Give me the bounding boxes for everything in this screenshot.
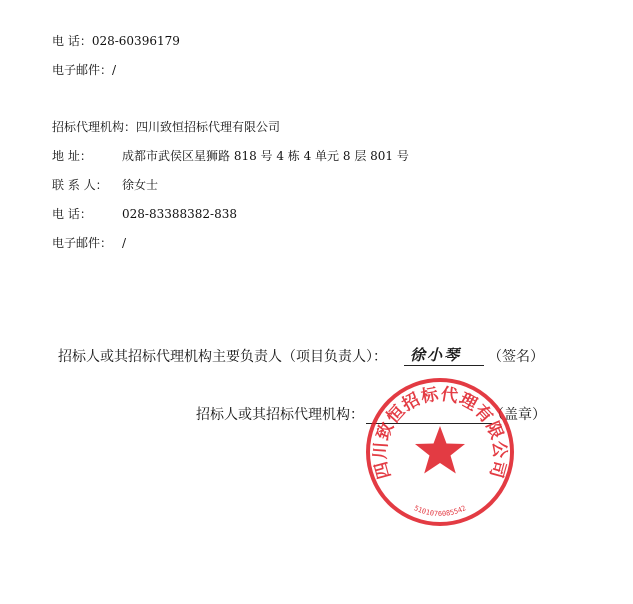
agency-address-line bbox=[52, 148, 409, 164]
agency-contact-label: 联 系 人： bbox=[52, 178, 108, 192]
upper-email-line bbox=[52, 62, 116, 78]
upper-phone-value: 028-60396179 bbox=[91, 34, 180, 48]
agency-phone-line bbox=[52, 206, 237, 222]
seal-code-text: 5101076085542 bbox=[412, 504, 468, 518]
upper-phone-line bbox=[52, 33, 180, 49]
agency-email-value: / bbox=[122, 236, 127, 250]
agency-email-line bbox=[52, 235, 126, 251]
agency-phone-value: 028-83388382-838 bbox=[122, 207, 237, 221]
agency-name-value: 四川致恒招标代理有限公司 bbox=[136, 120, 281, 134]
agency-email-label: 电子邮件： bbox=[52, 236, 113, 250]
signature-underline bbox=[404, 365, 484, 366]
org-seal-label: 招标人或其招标代理机构： bbox=[196, 407, 364, 423]
agency-phone-label: 电 话： bbox=[52, 207, 92, 221]
agency-contact-line bbox=[52, 177, 158, 193]
agency-address-label: 地 址： bbox=[52, 149, 92, 163]
upper-email-value: / bbox=[112, 63, 117, 77]
sign-note: （签名） bbox=[488, 349, 544, 365]
seal-note: （盖章） bbox=[490, 407, 546, 423]
agency-address-value: 成都市武侯区星狮路 818 号 4 栋 4 单元 8 层 801 号 bbox=[122, 149, 409, 163]
seal-star-icon bbox=[415, 426, 465, 474]
company-seal-stamp bbox=[364, 376, 516, 528]
handwritten-signature: 徐小琴 bbox=[410, 346, 462, 364]
agency-name-line bbox=[52, 119, 280, 135]
agency-name-label: 招标代理机构： bbox=[52, 120, 137, 134]
seal-arc-text: 四川致恒招标代理有限公司 bbox=[370, 384, 510, 481]
upper-phone-label: 电 话： bbox=[52, 34, 92, 48]
upper-email-label: 电子邮件： bbox=[52, 63, 113, 77]
head-signature-label: 招标人或其招标代理机构主要负责人（项目负责人）： bbox=[58, 349, 387, 365]
agency-contact-value: 徐女士 bbox=[122, 178, 159, 192]
